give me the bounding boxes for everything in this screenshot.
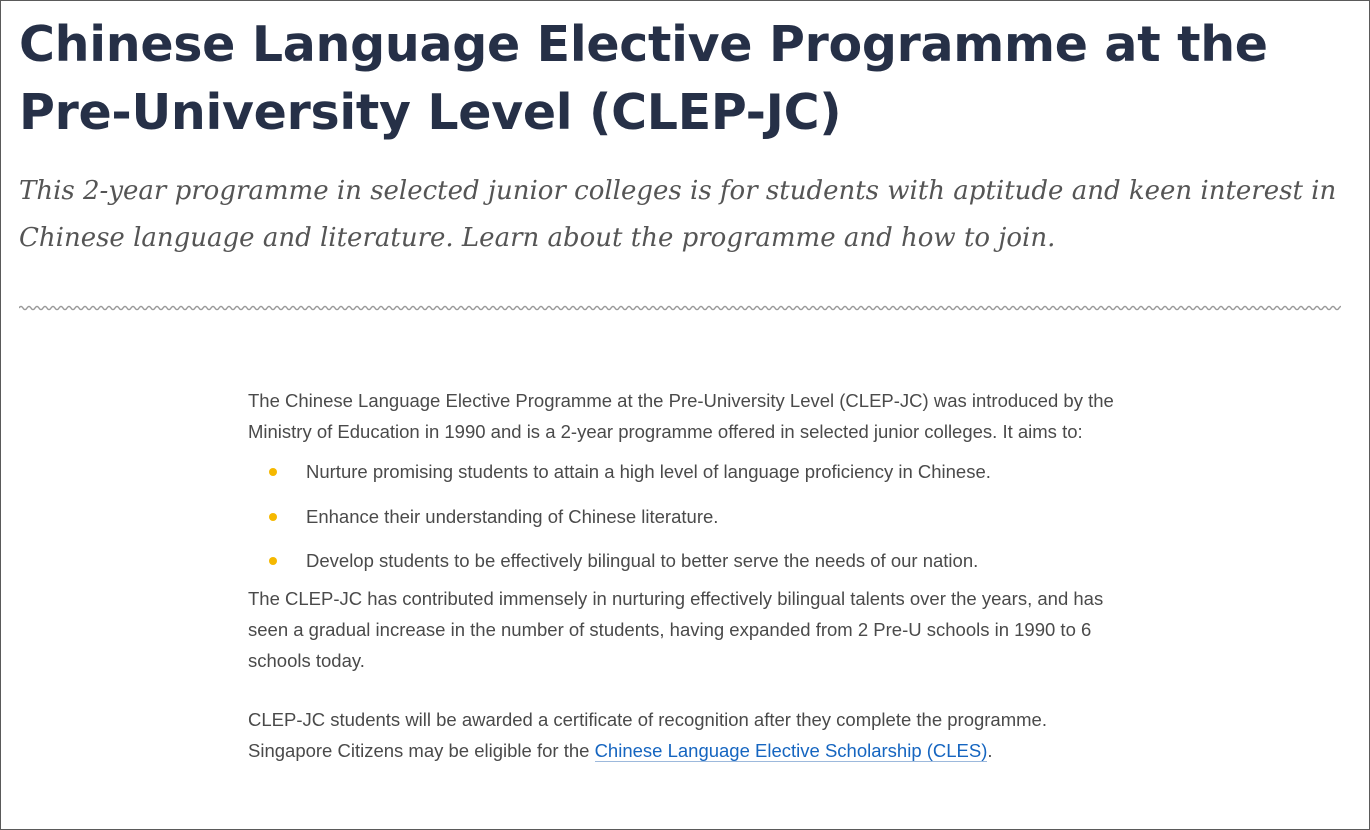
history-paragraph: The CLEP-JC has contributed immensely in nurturing effectively bilingual talents over the years, and has seen a gradual increase in the number of students, having expanded from 2 Pre-U schools in 1990 to 6 schools today.	[248, 588, 1104, 671]
list-item	[248, 501, 1128, 532]
page-subtitle: This 2-year programme in selected junior colleges is for students with aptitude and keen interest in Chinese language and literature. Learn about the programme and how to join.	[19, 176, 1337, 253]
wavy-divider-icon	[19, 301, 1341, 315]
list-item	[248, 456, 1128, 487]
bullet-icon	[269, 468, 277, 476]
intro-paragraph: The Chinese Language Elective Programme at the Pre-University Level (CLEP-JC) was introduced by the Ministry of Education in 1990 and is a 2-year programme offered in selected junior colleges. It aims to:	[248, 390, 1114, 442]
list-item-text: Nurture promising students to attain a high level of language proficiency in Chinese.	[306, 461, 991, 482]
scholarship-link[interactable]: Chinese Language Elective Scholarship (CLES)	[594, 740, 988, 761]
list-item	[248, 545, 1128, 576]
certificate-text: CLEP-JC students will be awarded a certificate of recognition after they complete the programme.	[248, 709, 1047, 730]
article-body	[248, 385, 1128, 766]
bullet-icon	[269, 513, 277, 521]
page-header	[19, 11, 1349, 262]
bullet-icon	[269, 557, 277, 565]
page-title: Chinese Language Elective Programme at the Pre-University Level (CLEP-JC)	[19, 16, 1268, 141]
list-item-text: Enhance their understanding of Chinese literature.	[306, 505, 719, 527]
certificate-paragraph	[248, 704, 1128, 766]
eligibility-text: Singapore Citizens may be eligible for the	[248, 740, 590, 761]
aims-list	[248, 456, 1128, 576]
period-text: .	[987, 740, 993, 761]
list-item-text: Develop students to be effectively bilingual to better serve the needs of our nation.	[306, 550, 979, 571]
